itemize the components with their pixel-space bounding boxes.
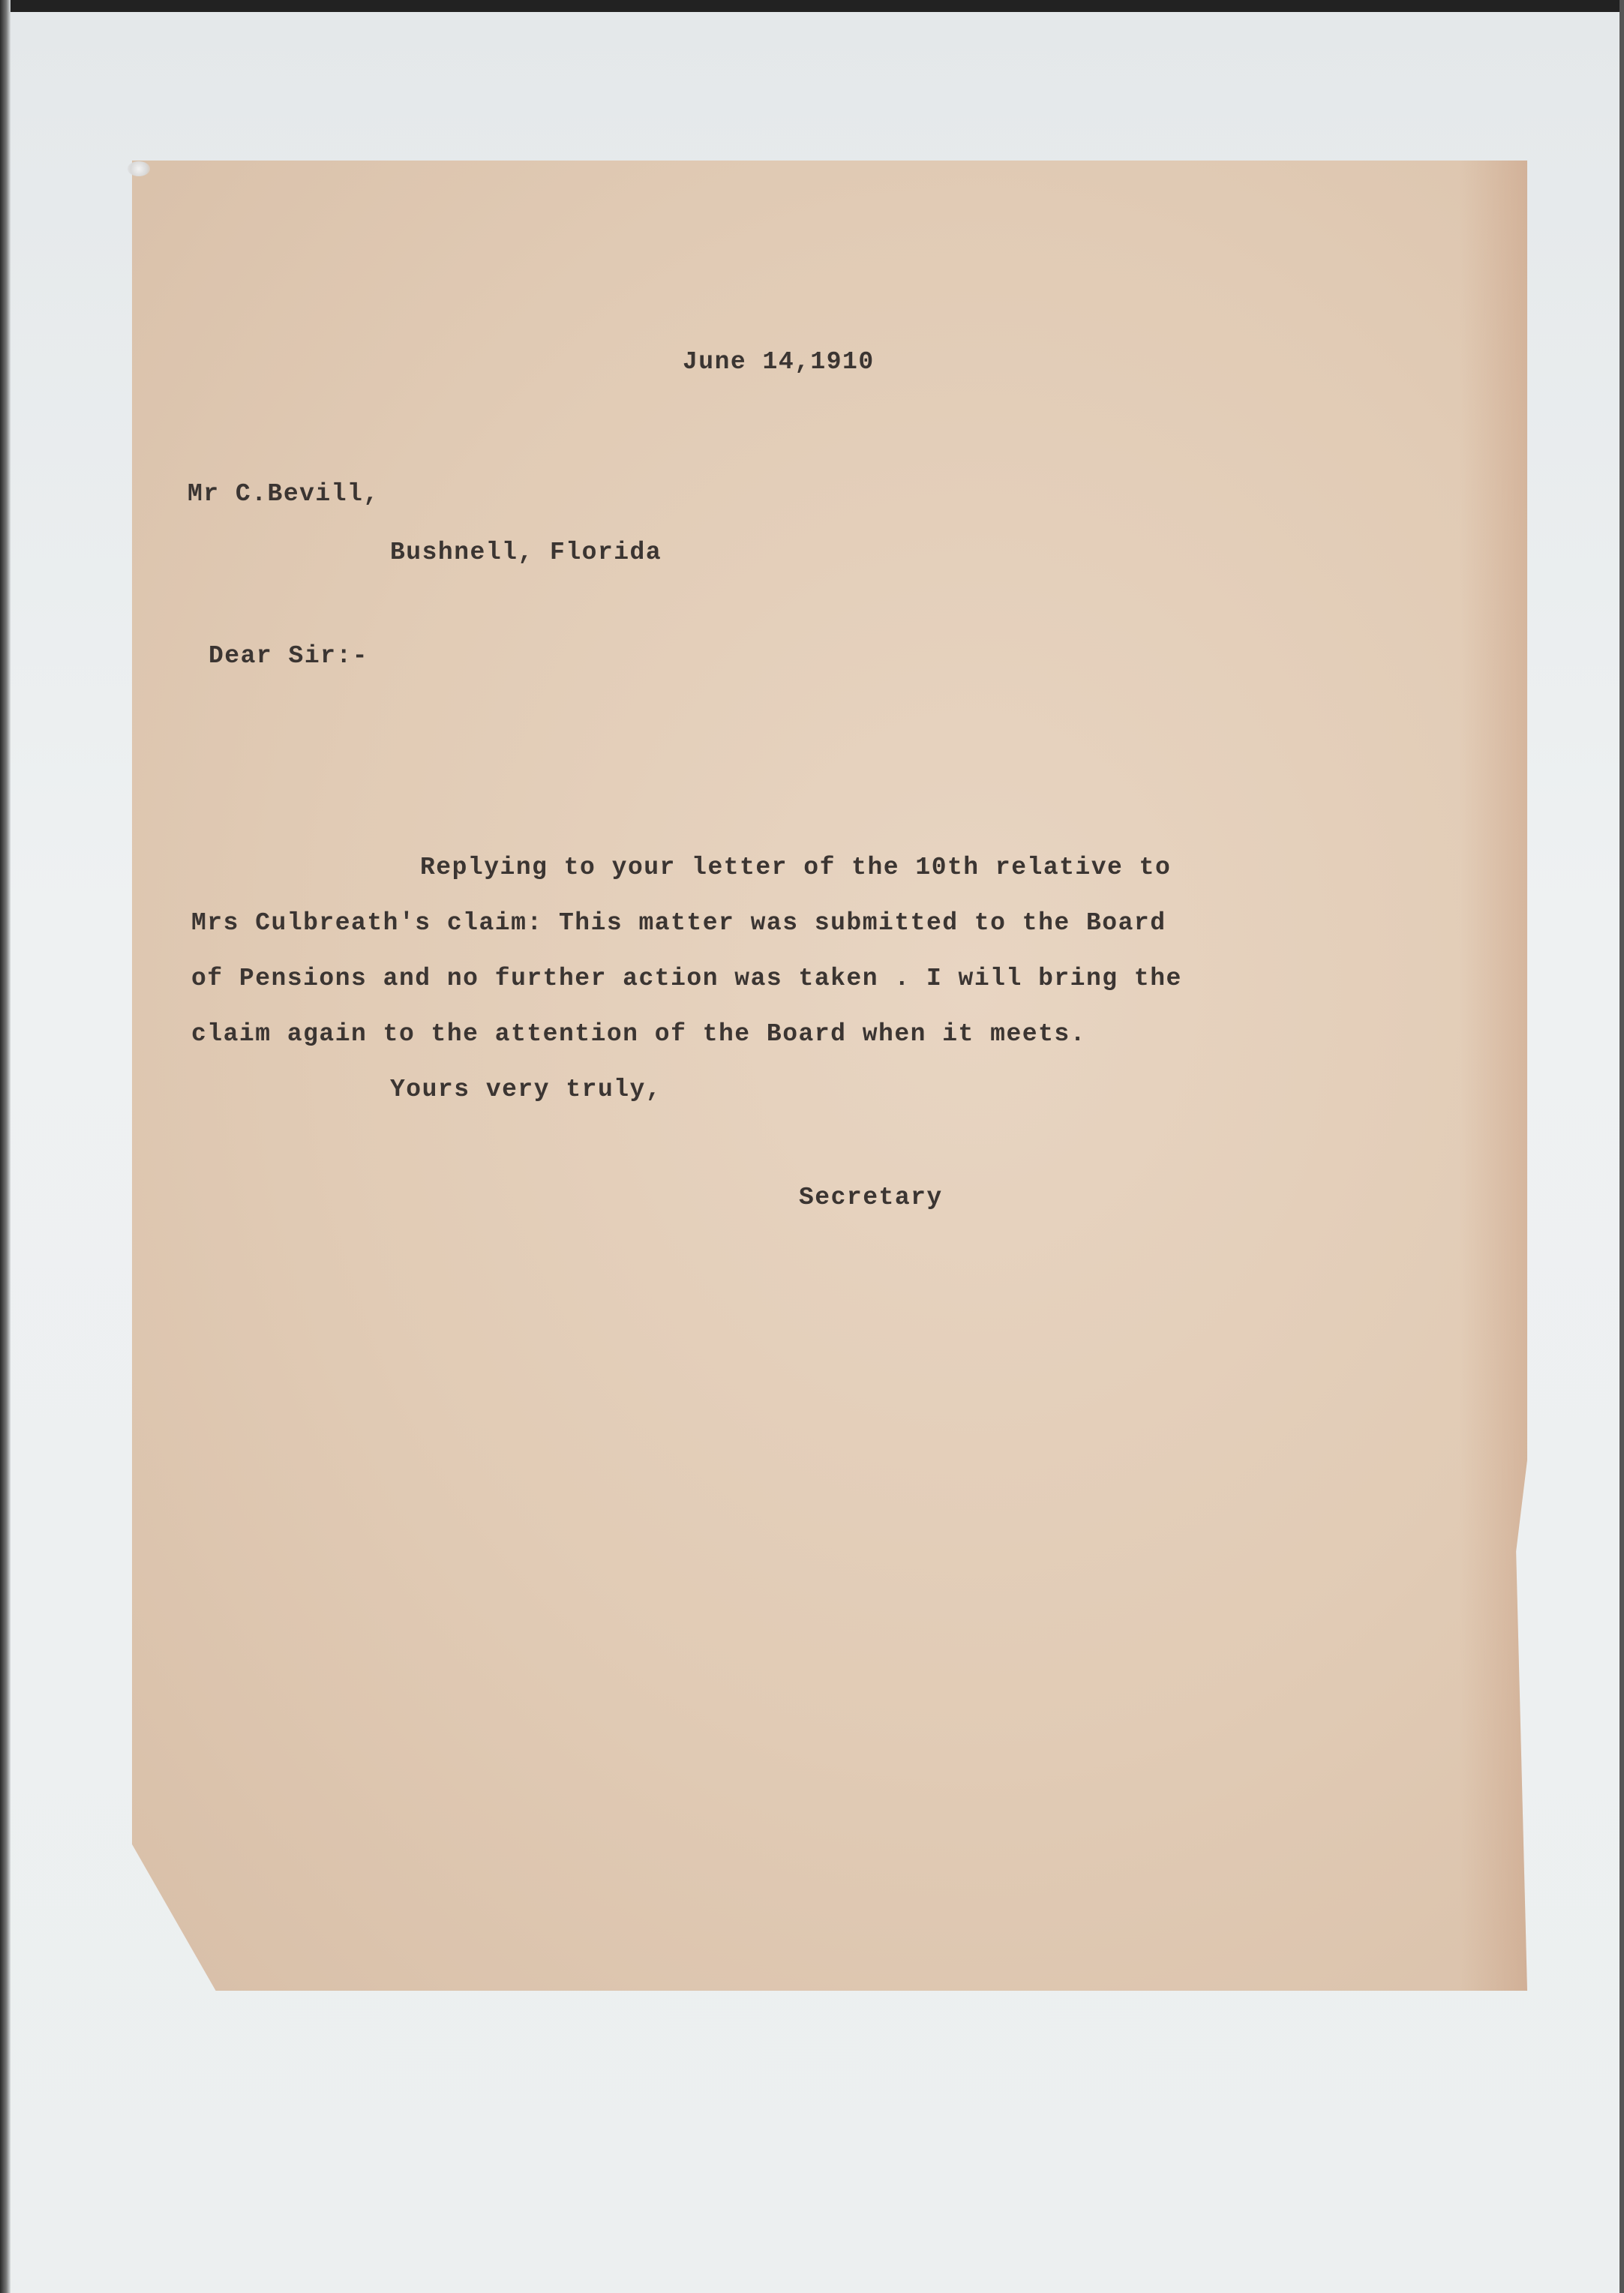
body-line: claim again to the attention of the Board when it meets.: [191, 1020, 1086, 1048]
letter-paper: [132, 161, 1527, 1991]
body-line: of Pensions and no further action was taken . I will bring the: [191, 965, 1182, 992]
scan-left-edge: [0, 0, 11, 2293]
scan-top-edge: [0, 0, 1624, 12]
paper-edge-stain: [1460, 161, 1527, 1991]
scan-right-edge: [1619, 0, 1624, 2293]
signature: Secretary: [799, 1184, 943, 1211]
body-line: Mrs Culbreath's claim: This matter was submitted to the Board: [191, 909, 1166, 937]
punch-hole: [128, 161, 150, 176]
recipient-place: Bushnell, Florida: [390, 539, 662, 566]
body-line: Replying to your letter of the 10th relative to: [420, 854, 1172, 881]
closing: Yours very truly,: [390, 1076, 662, 1103]
letter-date: June 14,1910: [683, 348, 875, 376]
salutation: Dear Sir:-: [209, 642, 369, 670]
recipient-name: Mr C.Bevill,: [188, 480, 380, 508]
